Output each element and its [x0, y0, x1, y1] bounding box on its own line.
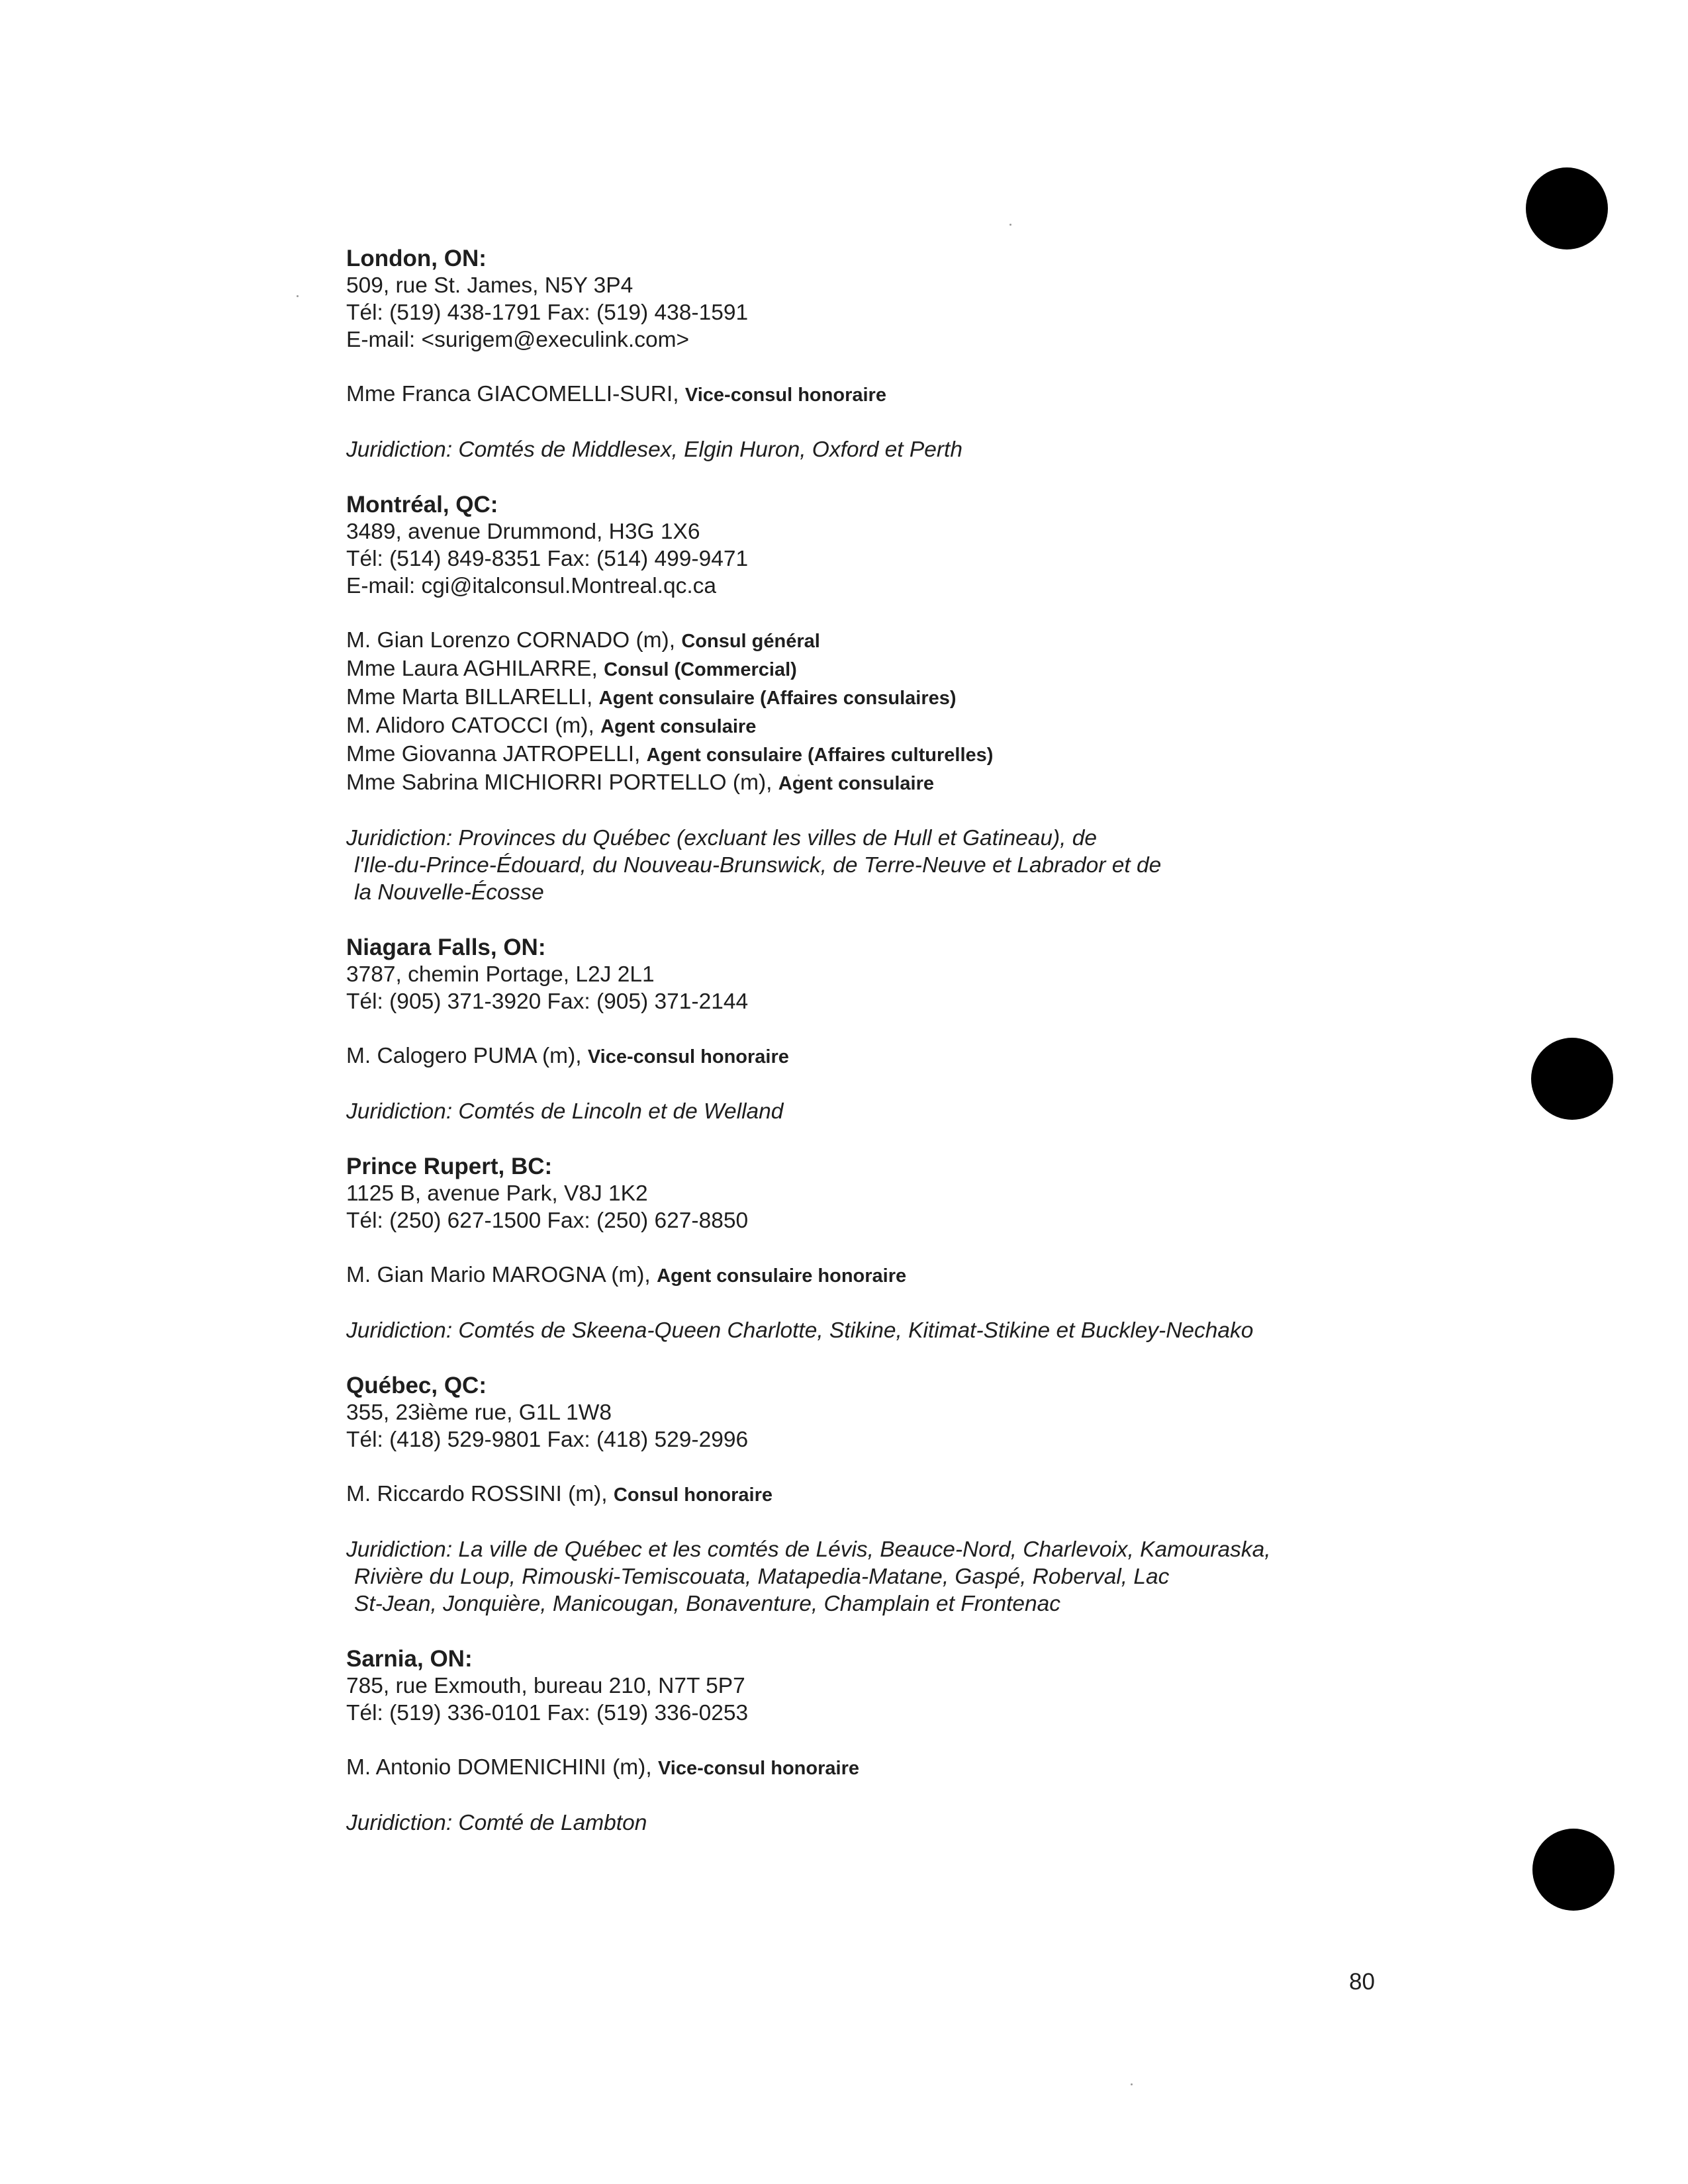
consulate-entry — [346, 1372, 1644, 1617]
staff-list — [346, 1754, 1644, 1782]
phone-fax: Tél: (905) 371-3920 Fax: (905) 371-2144 — [346, 989, 749, 1014]
staff-member — [346, 1261, 1644, 1290]
jurisdiction-line: Juridiction: Comtés de Middlesex, Elgin Huron, Oxford et Perth — [346, 437, 962, 462]
address: 1125 B, avenue Park, V8J 1K2 — [346, 1181, 648, 1206]
phone-fax: Tél: (250) 627-1500 Fax: (250) 627-8850 — [346, 1208, 749, 1233]
city-heading: London, ON: — [346, 246, 487, 271]
jurisdiction-line: Juridiction: Comté de Lambton — [346, 1811, 647, 1835]
email: E-mail: cgi@italconsul.Montreal.qc.ca — [346, 574, 717, 598]
consulate-entry — [346, 491, 1644, 906]
jurisdiction — [346, 1536, 1644, 1617]
staff-name: Mme Sabrina MICHIORRI PORTELLO (m), — [346, 770, 778, 795]
city-heading: Québec, QC: — [346, 1373, 487, 1398]
consulate-entry — [346, 245, 1644, 463]
jurisdiction — [346, 1809, 1644, 1837]
staff-role: Vice-consul honoraire — [684, 385, 886, 406]
staff-role: Consul honoraire — [613, 1484, 773, 1506]
email: E-mail: <surigem@execulink.com> — [346, 328, 690, 352]
city-heading: Niagara Falls, ON: — [346, 934, 546, 960]
jurisdiction — [346, 1098, 1644, 1125]
page-number: 80 — [1349, 1969, 1375, 1995]
staff-role: Agent consulaire (Affaires culturelles) — [646, 745, 994, 766]
address: 509, rue St. James, N5Y 3P4 — [346, 273, 633, 298]
phone-fax: Tél: (514) 849-8351 Fax: (514) 499-9471 — [346, 547, 749, 571]
consulate-entry — [346, 934, 1644, 1125]
city-heading: Prince Rupert, BC: — [346, 1154, 553, 1179]
staff-name: M. Gian Mario MAROGNA (m), — [346, 1263, 657, 1287]
jurisdiction-line: la Nouvelle-Écosse — [354, 880, 544, 905]
staff-list — [346, 1480, 1644, 1509]
phone-fax: Tél: (519) 336-0101 Fax: (519) 336-0253 — [346, 1701, 749, 1725]
staff-role: Consul (Commercial) — [604, 659, 797, 680]
staff-member — [346, 1480, 1644, 1509]
jurisdiction-line: St-Jean, Jonquière, Manicougan, Bonaventure, Champlain et Frontenac — [354, 1592, 1061, 1616]
staff-role: Vice-consul honoraire — [657, 1758, 859, 1779]
jurisdiction-line: Juridiction: Provinces du Québec (excluant les villes de Hull et Gatineau), de — [346, 826, 1097, 850]
staff-name: M. Riccardo ROSSINI (m), — [346, 1482, 614, 1506]
staff-member — [346, 712, 1644, 741]
staff-list — [346, 1261, 1644, 1290]
staff-name: Mme Giovanna JATROPELLI, — [346, 742, 647, 766]
jurisdiction — [346, 1317, 1644, 1344]
phone-fax: Tél: (519) 438-1791 Fax: (519) 438-1591 — [346, 300, 749, 325]
staff-list — [346, 627, 1644, 797]
punch-hole-top — [1526, 167, 1608, 250]
staff-name: M. Alidoro CATOCCI (m), — [346, 713, 601, 738]
jurisdiction-line: Juridiction: Comtés de Skeena-Queen Charlotte, Stikine, Kitimat-Stikine et Buckley-Nechako — [346, 1318, 1254, 1343]
jurisdiction-line: l'Ile-du-Prince-Édouard, du Nouveau-Brunswick, de Terre-Neuve et Labrador et de — [354, 853, 1162, 878]
city-heading: Sarnia, ON: — [346, 1646, 473, 1672]
consulate-listing — [346, 245, 1644, 1864]
staff-name: Mme Marta BILLARELLI, — [346, 685, 599, 709]
staff-member — [346, 381, 1644, 409]
scan-speck — [1131, 2083, 1133, 2085]
staff-role: Agent consulaire — [600, 716, 757, 737]
consulate-entry — [346, 1645, 1644, 1837]
staff-list — [346, 381, 1644, 409]
staff-role: Agent consulaire (Affaires consulaires) — [598, 688, 957, 709]
consulate-entry — [346, 1153, 1644, 1344]
staff-name: M. Antonio DOMENICHINI (m), — [346, 1755, 658, 1780]
jurisdiction-line: Rivière du Loup, Rimouski-Temiscouata, Matapedia-Matane, Gaspé, Roberval, Lac — [354, 1565, 1170, 1589]
city-heading: Montréal, QC: — [346, 492, 498, 518]
staff-name: Mme Franca GIACOMELLI-SURI, — [346, 382, 685, 406]
staff-name: Mme Laura AGHILARRE, — [346, 657, 604, 681]
staff-role: Consul général — [681, 631, 820, 652]
staff-role: Agent consulaire honoraire — [657, 1265, 907, 1287]
staff-role: Vice-consul honoraire — [587, 1046, 789, 1068]
staff-member — [346, 1042, 1644, 1071]
staff-member — [346, 655, 1644, 684]
jurisdiction-line: Juridiction: Comtés de Lincoln et de Welland — [346, 1099, 784, 1124]
scan-speck — [1009, 224, 1011, 226]
staff-member — [346, 741, 1644, 769]
address: 3489, avenue Drummond, H3G 1X6 — [346, 520, 700, 544]
staff-role: Agent consulaire — [778, 773, 935, 794]
jurisdiction-line: Juridiction: La ville de Québec et les comtés de Lévis, Beauce-Nord, Charlevoix, Kamouraska, — [346, 1537, 1271, 1562]
phone-fax: Tél: (418) 529-9801 Fax: (418) 529-2996 — [346, 1428, 749, 1452]
staff-name: M. Calogero PUMA (m), — [346, 1044, 588, 1068]
staff-member — [346, 627, 1644, 655]
staff-member — [346, 769, 1644, 797]
staff-name: M. Gian Lorenzo CORNADO (m), — [346, 628, 682, 653]
address: 3787, chemin Portage, L2J 2L1 — [346, 962, 655, 987]
jurisdiction — [346, 436, 1644, 463]
staff-member — [346, 1754, 1644, 1782]
address: 355, 23ième rue, G1L 1W8 — [346, 1400, 612, 1425]
staff-member — [346, 684, 1644, 712]
jurisdiction — [346, 825, 1644, 906]
staff-list — [346, 1042, 1644, 1071]
scan-speck — [297, 295, 299, 297]
address: 785, rue Exmouth, bureau 210, N7T 5P7 — [346, 1674, 745, 1698]
